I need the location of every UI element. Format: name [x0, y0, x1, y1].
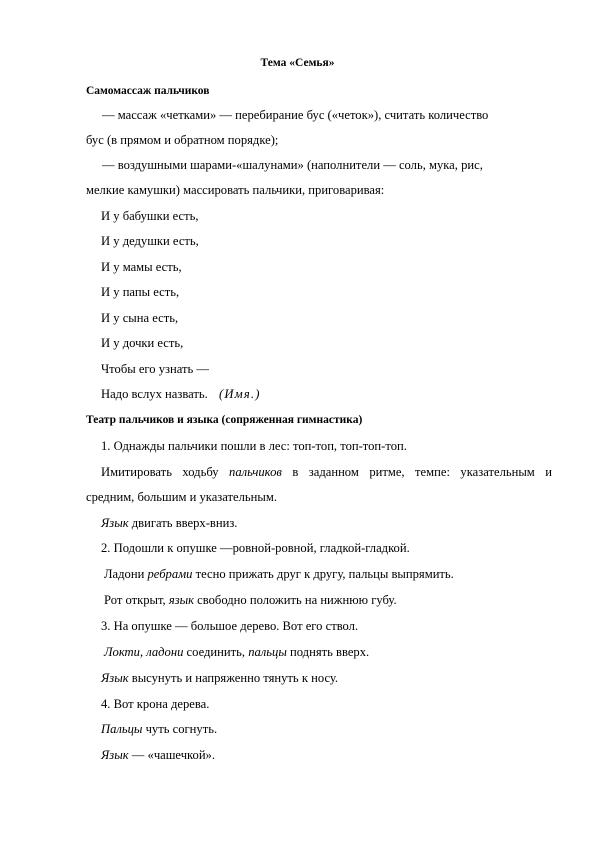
poem-line: И у бабушки есть,	[101, 209, 199, 223]
instruction-line: Язык высунуть и напряженно тянуть к носу.	[101, 671, 339, 685]
section-heading-theatre: Театр пальчиков и языка (сопряженная гимнастика)	[86, 414, 363, 426]
poem-last-line: Надо вслух назвать.	[101, 387, 208, 401]
instruction-line: Ладони ребрами тесно прижать друг к другу, пальцы выпрямить.	[104, 567, 454, 581]
step-line: 1. Однажды пальчики пошли в лес: топ-топ, топ-топ-топ.	[101, 439, 407, 453]
instruction-line: Язык — «чашечкой».	[101, 748, 216, 762]
poem-line: И у мамы есть,	[101, 260, 182, 274]
step-line: 2. Подошли к опушке —ровной-ровной, гладкой-гладкой.	[101, 541, 410, 555]
section-heading-self-massage: Самомассаж пальчиков	[86, 85, 210, 97]
page-title: Тема «Семья»	[260, 57, 335, 69]
poem-note: (Имя.)	[218, 387, 261, 401]
instruction-line: Имитировать ходьбу пальчиков в заданном ритме, темпе: указательным и	[101, 465, 552, 479]
paragraph-line: — воздушными шарами-«шалунами» (наполнители — соль, мука, рис,	[102, 158, 483, 172]
paragraph-line: мелкие камушки) массировать пальчики, приговаривая:	[86, 183, 385, 197]
poem-line: И у дедушки есть,	[101, 234, 199, 248]
poem-line: И у сына есть,	[101, 311, 179, 325]
step-line: 3. На опушке — большое дерево. Вот его ствол.	[101, 619, 359, 633]
instruction-line: средним, большим и указательным.	[86, 490, 277, 504]
poem-line: Чтобы его узнать —	[101, 362, 209, 376]
step-line: 4. Вот крона дерева.	[101, 697, 210, 711]
instruction-line: Язык двигать вверх-вниз.	[101, 516, 238, 530]
instruction-line: Рот открыт, язык свободно положить на нижнюю губу.	[104, 593, 397, 607]
instruction-line: Локти, ладони соединить, пальцы поднять вверх.	[104, 645, 370, 659]
poem-line: И у дочки есть,	[101, 336, 184, 350]
poem-line	[101, 387, 261, 402]
paragraph-line: — массаж «четками» — перебирание бус («четок»), считать количество	[102, 108, 489, 122]
instruction-line: Пальцы чуть согнуть.	[101, 722, 218, 736]
paragraph-line: бус (в прямом и обратном порядке);	[86, 133, 279, 147]
poem-line: И у папы есть,	[101, 285, 180, 299]
